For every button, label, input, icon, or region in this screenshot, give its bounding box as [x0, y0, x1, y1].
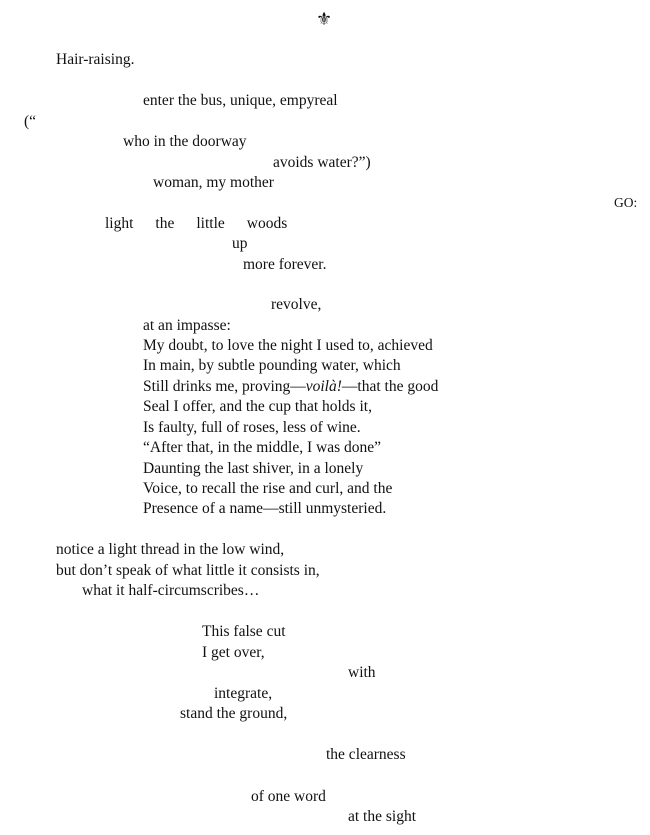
poem-line: more forever.: [243, 256, 327, 273]
poem-line: Hair-raising.: [56, 51, 135, 68]
poem-line: notice a light thread in the low wind,: [56, 541, 285, 558]
poem-line: GO:: [614, 195, 638, 210]
poem-line: who in the doorway: [123, 133, 247, 150]
poem-text: —that the good: [341, 378, 439, 395]
poem-line: stand the ground,: [180, 705, 288, 722]
fleur-de-lis-icon: ⚜: [316, 9, 333, 29]
poem-word: the: [155, 215, 175, 232]
poem-italic-text: voilà!: [305, 378, 342, 395]
poem-word: little: [196, 215, 225, 232]
poem-line: up: [232, 235, 248, 252]
poem-line: the clearness: [326, 746, 406, 763]
poem-line: This false cut: [202, 623, 286, 640]
poem-line: what it half-circumscribes…: [82, 582, 260, 599]
poem-line: Presence of a name—still unmysteried.: [143, 500, 387, 517]
poem-line: enter the bus, unique, empyreal: [143, 92, 338, 109]
poem-word: light: [105, 215, 134, 232]
poem-word: woods: [246, 215, 288, 232]
poem-line: (“: [24, 113, 37, 130]
poem-line: but don’t speak of what little it consists in,: [56, 562, 320, 579]
poem-line: Voice, to recall the rise and curl, and the: [143, 480, 393, 497]
poem-line: Daunting the last shiver, in a lonely: [143, 460, 364, 477]
poem-line: integrate,: [214, 685, 273, 702]
poem-line: with: [348, 664, 376, 681]
poem-line: I get over,: [202, 644, 265, 661]
poem-line: revolve,: [271, 296, 322, 313]
poem-line: woman, my mother: [153, 174, 274, 191]
poem-line: avoids water?”): [273, 154, 371, 171]
poem-text: Still drinks me, proving—: [143, 378, 306, 395]
poem-line: Seal I offer, and the cup that holds it,: [143, 398, 372, 415]
poem-line: “After that, in the middle, I was done”: [143, 439, 382, 456]
poem-line-spaced: [105, 214, 287, 234]
poem-line: at an impasse:: [143, 317, 231, 334]
poem-line: of one word: [251, 788, 326, 805]
poem-line: [143, 377, 438, 397]
poem-line: My doubt, to love the night I used to, achieved: [143, 337, 433, 354]
poem-line: at the sight: [348, 808, 417, 825]
poem-line: In main, by subtle pounding water, which: [143, 357, 401, 374]
poem-line: Is faulty, full of roses, less of wine.: [143, 419, 361, 436]
